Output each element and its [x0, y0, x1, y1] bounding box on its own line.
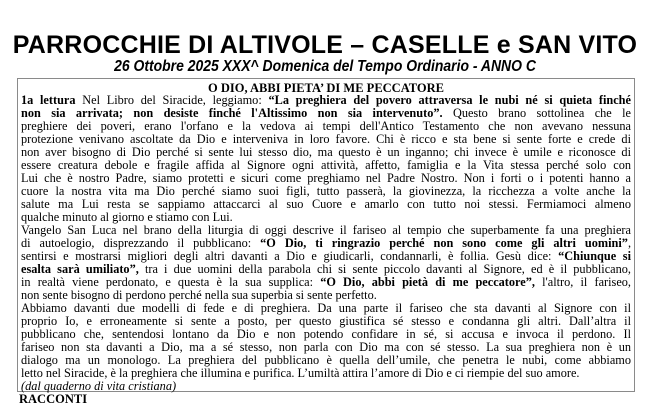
text-segment: pubblicano che, sentendosi lontano da Dio e non potendo confidare in sé, si accusa e invoca il perdono. Il: [21, 328, 631, 341]
text-segment: Abbiamo davanti due modelli di fede e di preghiera. Da una parte il fariseo che sta davanti al Signore con il: [21, 302, 631, 315]
text-line: [21, 276, 631, 289]
text-segment: Vangelo San Luca nel brano della liturgia di oggi descrive il fariseo al tempio che superbamente fa una preghiera: [21, 224, 631, 237]
text-segment: tra i due uomini della parabola chi si sente piccolo davanti al Signore, ed è il pubblicano,: [138, 263, 631, 276]
text-line: [21, 94, 631, 107]
text-segment: qualche minuto al giorno e stiamo con Lui.: [21, 211, 233, 224]
text-line: [21, 315, 631, 328]
text-line: [21, 328, 631, 341]
text-line: [21, 133, 631, 146]
text-segment: proprio Io, e erroneamente si sente a posto, per questo giustifica sé stesso e condanna gli altri. Dall’altra il: [21, 315, 631, 328]
article-body: [21, 94, 631, 393]
section-heading-racconti: RACCONTI: [19, 392, 88, 406]
text-line: [21, 341, 631, 354]
text-line: [21, 354, 631, 367]
bold-text: “La preghiera del povero attraversa le nubi né si quieta finché: [268, 94, 631, 107]
text-segment: protezione venivano ascoltate da Dio e interveniva in loro favore. Chi è ricco e sta bene si sente forte e crede di: [21, 133, 631, 146]
text-segment: di autoelogio, disprezzando il pubblicano:: [21, 237, 261, 250]
bold-text: esalta sarà umiliato”,: [21, 263, 139, 276]
text-segment: Nel Libro del Siracide, leggiamo:: [75, 94, 269, 107]
source-citation: (dal quaderno di vita cristiana): [21, 380, 177, 393]
text-segment: letto nel Siracide, è la preghiera che illumina e purifica. L’umiltà attira l’amore di Dio e ci riempie del suo amore.: [21, 367, 580, 380]
text-line: [21, 172, 631, 185]
text-line: [21, 263, 631, 276]
text-segment: Lui che è nostro Padre, siamo protetti e sicuri come preghiamo nel Padre Nostro. Non i forti o i potenti hanno a: [21, 172, 631, 185]
article-heading: O DIO, ABBI PIETA’ DI ME PECCATORE: [207, 81, 445, 95]
text-segment: non sente bisogno di perdono perché nella sua superbia si sente perfetto.: [21, 289, 377, 302]
text-line: [21, 211, 631, 224]
text-segment: essere creatura debole e fragile affida al Signore ogni attività, affetto, famiglia e la Vita stessa perché solo con: [21, 159, 631, 172]
text-line: [21, 250, 631, 263]
bold-text: “O Dio, ti ringrazio perché non sono come gli altri uomini”: [260, 237, 628, 250]
text-line: [21, 185, 631, 198]
text-segment: in realtà viene perdonato, e questa è la sua supplica:: [21, 276, 321, 289]
text-line: [21, 289, 631, 302]
bold-text: “O Dio, abbi pietà di me peccatore”,: [320, 276, 535, 289]
text-line: [21, 146, 631, 159]
article-box: [17, 78, 635, 392]
text-segment: sentirsi e mostrarsi migliori degli altri davanti a Dio e giudicarli, condannarli, è follia. Gesù dice:: [21, 250, 559, 263]
text-segment: preghiere dei poveri, erano l'orfano e la vedova ai tempi dell'Antico Testamento che non avevano nessuna: [21, 120, 631, 133]
page-subtitle: 26 Ottobre 2025 XXX^ Domenica del Tempo Ordinario - ANNO C: [114, 58, 536, 75]
text-segment: l'altro, il fariseo,: [534, 276, 631, 289]
text-line: [21, 380, 631, 393]
text-segment: cuore la nostra vita ma Dio perché siamo suoi figli, tutto passerà, la giovinezza, la ricchezza a volte anche la: [21, 185, 631, 198]
text-line: [21, 237, 631, 250]
text-line: [21, 302, 631, 315]
text-line: [21, 159, 631, 172]
text-segment: fariseo non sta davanti a Dio, ma a sé stesso, non parla con Dio ma con sé stesso. La sua preghiera non è un: [21, 341, 631, 354]
text-line: [21, 367, 631, 380]
bold-text: non sia arrivata; non desiste finché l'Altissimo non sia intervenuto”.: [21, 107, 443, 120]
text-line: [21, 107, 631, 120]
text-line: [21, 120, 631, 133]
text-segment: ,: [627, 237, 631, 250]
bold-text: “Chiunque si: [558, 250, 631, 263]
text-segment: dialogo ma un monologo. La preghiera del pubblicano è quella dell’umile, che penetra le nubi, come abbiamo: [21, 354, 631, 367]
bold-text: 1a lettura: [21, 94, 76, 107]
page-title: PARROCCHIE DI ALTIVOLE – CASELLE e SAN VITO: [12, 31, 638, 59]
text-segment: Questo brano sottolinea che le: [442, 107, 631, 120]
text-segment: salute ma Lui resta se sappiamo attaccarci al suo Cuore e amarlo con tutto noi stessi. Fermiamoci almeno: [21, 198, 631, 211]
text-segment: non aver bisogno di Dio perché si sente lui stesso dio, ma questo è un inganno; chi invece è umile e riconosce di: [21, 146, 631, 159]
text-line: [21, 224, 631, 237]
text-line: [21, 198, 631, 211]
